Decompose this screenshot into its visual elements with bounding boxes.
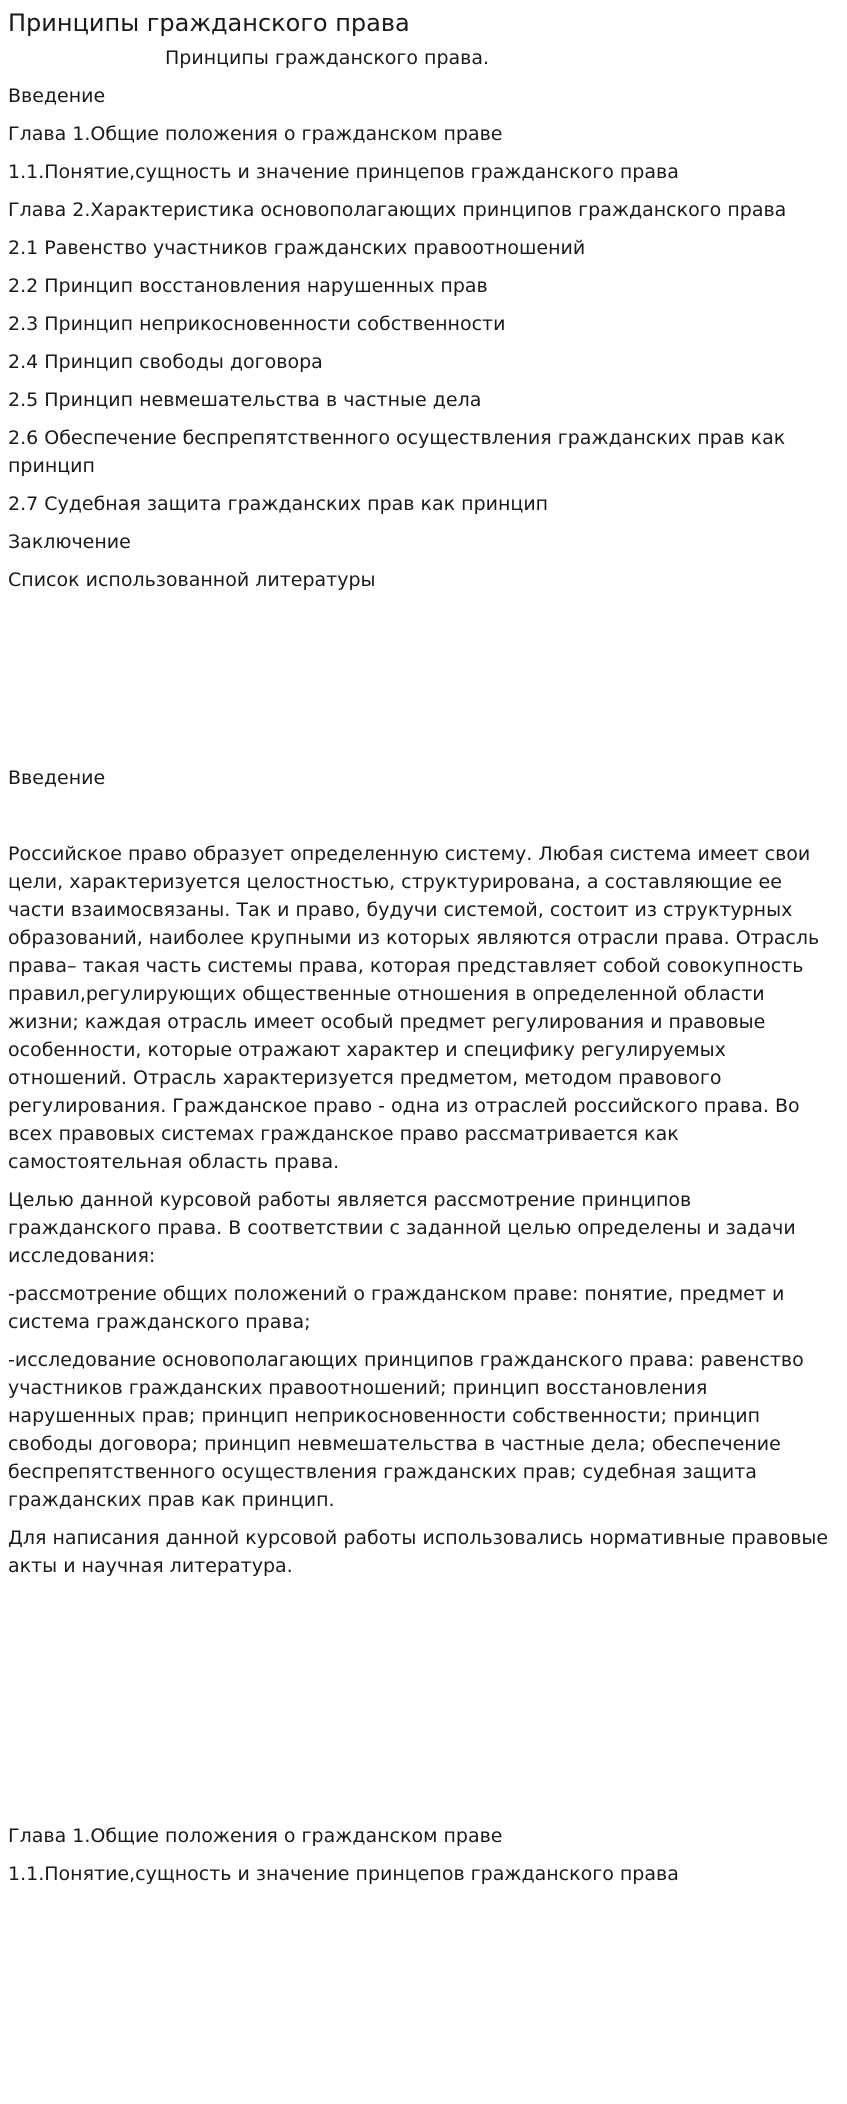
intro-paragraph: -рассмотрение общих положений о гражданском праве: понятие, предмет и система гражданского права; xyxy=(8,1283,785,1333)
toc-item-conclusion: Заключение xyxy=(8,531,131,553)
table-of-contents xyxy=(8,82,839,594)
document-title: Принципы гражданского права xyxy=(8,9,410,37)
toc-item-references: Список использованной литературы xyxy=(8,569,376,591)
intro-body xyxy=(8,840,839,1580)
intro-paragraph: -исследование основополагающих принципов гражданского права: равенство участников гражданских правоотношений; принцип восстановления нарушенных прав; принцип неприкосновенности собственности; принцип свободы договора; принцип невмешательства в частные дела; обеспечение беспрепятственного осуществления гражданских прав; судебная защита гражданских прав как принцип. xyxy=(8,1349,804,1511)
chapter-1-subheading: 1.1.Понятие,сущность и значение принцепов гражданского права xyxy=(8,1863,679,1885)
chapter-1-heading: Глава 1.Общие положения о гражданском праве xyxy=(8,1825,503,1847)
toc-item-2-2: 2.2 Принцип восстановления нарушенных прав xyxy=(8,275,488,297)
intro-paragraph: Целью данной курсовой работы является рассмотрение принципов гражданского права. В соответствии с заданной целью определены и задачи исследования: xyxy=(8,1189,796,1267)
toc-item-2-5: 2.5 Принцип невмешательства в частные дела xyxy=(8,389,482,411)
toc-item-2-6: 2.6 Обеспечение беспрепятственного осуществления гражданских прав как принцип xyxy=(8,427,786,477)
toc-item-2-7: 2.7 Судебная защита гражданских прав как принцип xyxy=(8,493,549,515)
intro-heading: Введение xyxy=(8,767,106,789)
intro-paragraph: Для написания данной курсовой работы использовались нормативные правовые акты и научная литература. xyxy=(8,1527,829,1577)
toc-item-intro: Введение xyxy=(8,85,106,107)
intro-paragraph: Российское право образует определенную систему. Любая система имеет свои цели, характеризуется целостностью, структурирована, а составляющие ее части взаимосвязаны. Так и право, будучи системой, состоит из структурных образований, наиболее крупными из которых являются отрасли права. Отрасль права– такая часть системы права, которая представляет собой совокупность правил,регулирующих общественные отношения в определенной области жизни; каждая отрасль имеет особый предмет регулирования и правовые особенности, которые отражают характер и специфику регулируемых отношений. Отрасль характеризуется предметом, методом правового регулирования. Гражданское право - одна из отраслей российского права. Во всех правовых системах гражданское право рассматривается как самостоятельная область права. xyxy=(8,843,820,1173)
document-subtitle: Принципы гражданского права. xyxy=(165,47,490,69)
toc-item-2-4: 2.4 Принцип свободы договора xyxy=(8,351,323,373)
blank-space xyxy=(8,1590,839,1822)
toc-item-chapter-2: Глава 2.Характеристика основополагающих принципов гражданского права xyxy=(8,199,787,221)
toc-item-1-1: 1.1.Понятие,сущность и значение принцепов гражданского права xyxy=(8,161,679,183)
blank-space xyxy=(8,604,839,764)
toc-item-chapter-1: Глава 1.Общие положения о гражданском праве xyxy=(8,123,503,145)
toc-item-2-3: 2.3 Принцип неприкосновенности собственности xyxy=(8,313,506,335)
toc-item-2-1: 2.1 Равенство участников гражданских правоотношений xyxy=(8,237,586,259)
